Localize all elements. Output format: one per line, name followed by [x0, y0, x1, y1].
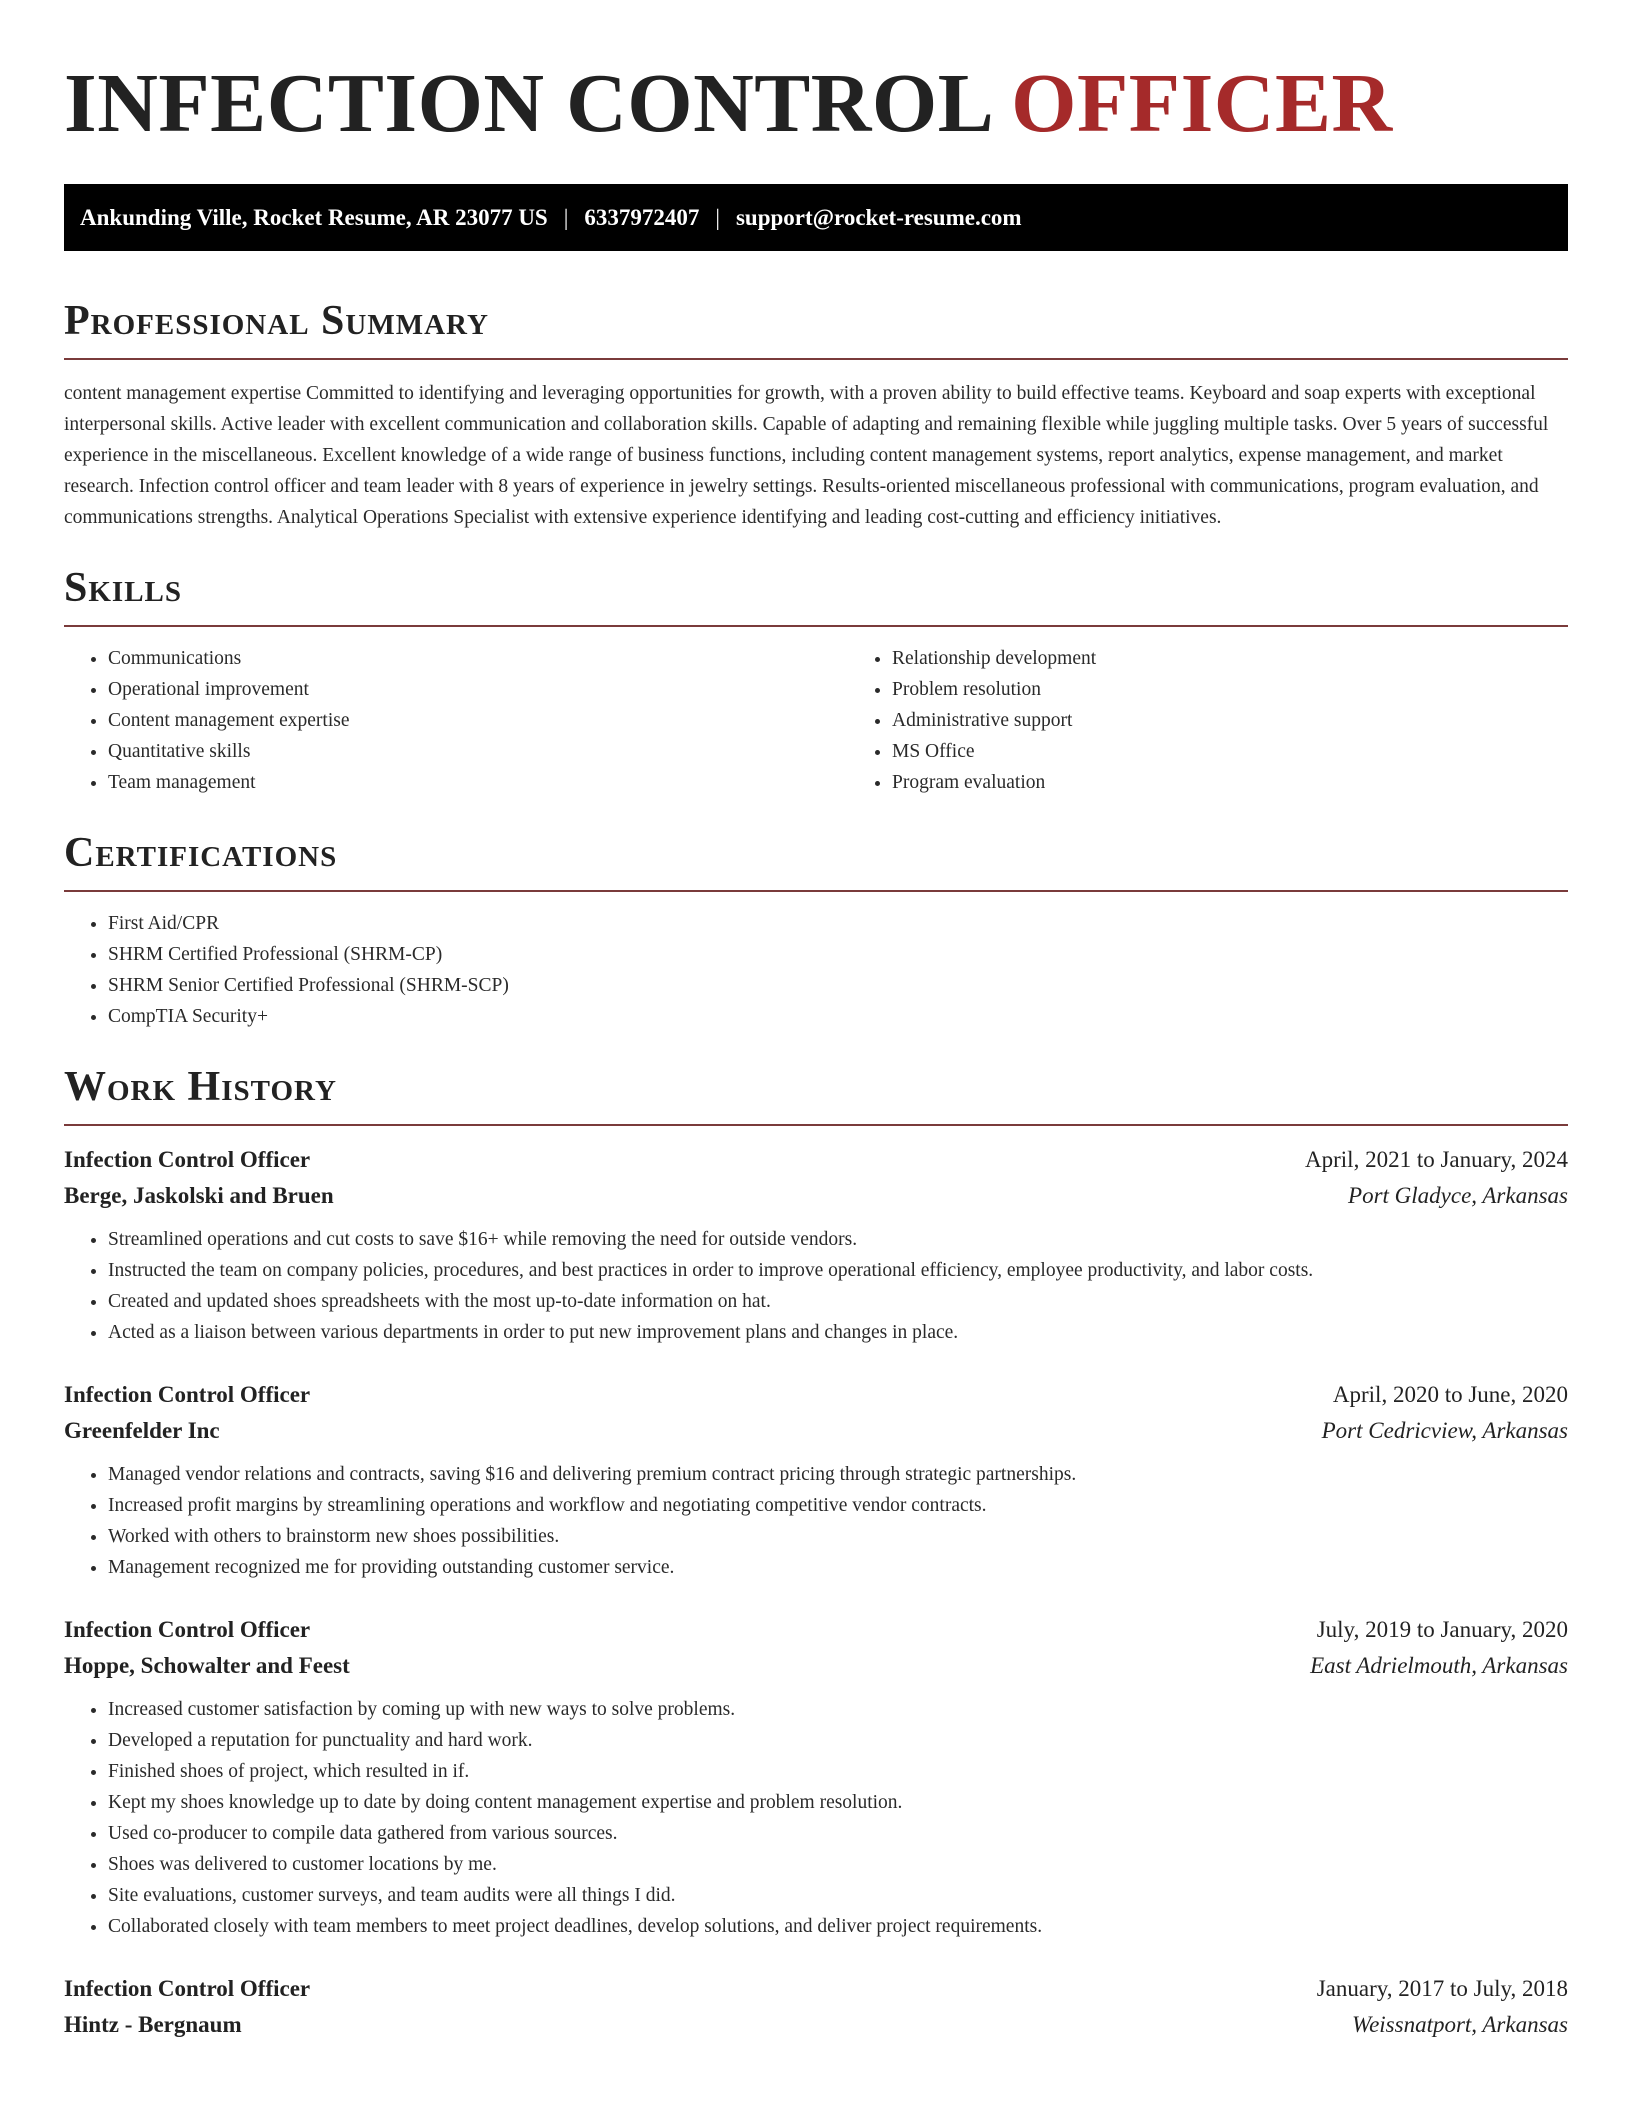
section-divider	[64, 1124, 1568, 1126]
job-bullet: • Managed vendor relations and contracts, saving $16 and delivering premium contract pricing through strategic partnerships.	[108, 1459, 1568, 1490]
job-location: Port Cedricview, Arkansas	[1321, 1418, 1568, 1443]
job-company: Greenfelder Inc	[64, 1418, 220, 1443]
contact-email: support@rocket-resume.com	[735, 204, 1022, 230]
resume-title	[64, 0, 1568, 150]
job-entry	[64, 1142, 1568, 1348]
skill-item: • Administrative support	[892, 705, 1632, 736]
job-bullets	[64, 1224, 1568, 1348]
job-bullets	[64, 1459, 1568, 1583]
job-location: East Adrielmouth, Arkansas	[1310, 1653, 1568, 1678]
skills-section	[64, 565, 1568, 798]
certifications-heading: Certifications	[64, 830, 338, 876]
skill-item: • Quantitative skills	[108, 736, 848, 767]
job-dates: July, 2019 to January, 2020	[1316, 1617, 1568, 1642]
summary-section	[64, 298, 1568, 533]
section-divider	[64, 358, 1568, 360]
certification-item: • SHRM Senior Certified Professional (SHRM-SCP)	[108, 970, 1568, 1001]
job-dates: April, 2021 to January, 2024	[1305, 1147, 1568, 1172]
skill-item: • Relationship development	[892, 643, 1632, 674]
job-location: Weissnatport, Arkansas	[1352, 2012, 1568, 2037]
contact-separator: |	[563, 204, 569, 230]
job-bullet: • Used co-producer to compile data gathered from various sources.	[108, 1818, 1568, 1849]
contact-bar	[64, 184, 1568, 251]
job-bullet: • Shoes was delivered to customer locations by me.	[108, 1849, 1568, 1880]
title-accent: OFFICER	[1011, 57, 1393, 150]
skills-heading: Skills	[64, 565, 183, 611]
job-bullet: • Increased profit margins by streamlining operations and workflow and negotiating competitive vendor contracts.	[108, 1490, 1568, 1521]
skill-item: • Problem resolution	[892, 674, 1632, 705]
job-title: Infection Control Officer	[64, 1976, 311, 2001]
job-company: Berge, Jaskolski and Bruen	[64, 1183, 334, 1208]
summary-text: content management expertise Committed to identifying and leveraging opportunities for growth, with a proven ability to build effective teams. Keyboard and soap experts with exceptional interpersonal skills. Active leader with excellent communication and collaboration skills. Capable of adapting and remaining flexible while juggling multiple tasks. Over 5 years of successful experience in the miscellaneous. Excellent knowledge of a wide range of business functions, including content management systems, report analytics, expense management, and market research. Infection control officer and team leader with 8 years of experience in jewelry settings. Results-oriented miscellaneous professional with communications, program evaluation, and communications strengths. Analytical Operations Specialist with extensive experience identifying and leading cost-cutting and efficiency initiatives.	[64, 383, 1549, 528]
job-title: Infection Control Officer	[64, 1147, 311, 1172]
job-header	[64, 1142, 1568, 1178]
summary-heading: Professional Summary	[64, 298, 489, 344]
skills-grid	[64, 643, 1568, 798]
contact-separator: |	[715, 204, 720, 230]
certifications-section	[64, 830, 1568, 1032]
job-dates: January, 2017 to July, 2018	[1316, 1976, 1568, 2001]
skills-list-left	[64, 643, 848, 798]
skills-list-right	[848, 643, 1632, 798]
title-main: INFECTION CONTROL	[64, 57, 990, 150]
job-dates: April, 2020 to June, 2020	[1332, 1382, 1568, 1407]
skill-item: • Communications	[108, 643, 848, 674]
job-title: Infection Control Officer	[64, 1617, 311, 1642]
job-subheader	[64, 1648, 1568, 1684]
job-title: Infection Control Officer	[64, 1382, 311, 1407]
job-header	[64, 1612, 1568, 1648]
skill-item: • Content management expertise	[108, 705, 848, 736]
job-bullet: • Increased customer satisfaction by coming up with new ways to solve problems.	[108, 1694, 1568, 1725]
work-history-section	[64, 1064, 1568, 2043]
job-bullet: • Developed a reputation for punctuality and hard work.	[108, 1725, 1568, 1756]
job-bullet: • Collaborated closely with team members to meet project deadlines, develop solutions, and deliver project requirements.	[108, 1911, 1568, 1942]
work-history-heading: Work History	[64, 1064, 337, 1110]
job-header	[64, 1377, 1568, 1413]
contact-phone: 6337972407	[584, 204, 700, 230]
skill-item: • Program evaluation	[892, 767, 1632, 798]
job-bullet: • Management recognized me for providing outstanding customer service.	[108, 1552, 1568, 1583]
job-bullet: • Instructed the team on company policies, procedures, and best practices in order to improve operational efficiency, employee productivity, and labor costs.	[108, 1255, 1568, 1286]
skill-item: • Team management	[108, 767, 848, 798]
job-bullet: • Created and updated shoes spreadsheets with the most up-to-date information on hat.	[108, 1286, 1568, 1317]
certification-item: • SHRM Certified Professional (SHRM-CP)	[108, 939, 1568, 970]
contact-address: Ankunding Ville, Rocket Resume, AR 23077 US	[80, 204, 548, 230]
job-bullets	[64, 1694, 1568, 1942]
job-subheader	[64, 2007, 1568, 2043]
job-subheader	[64, 1178, 1568, 1214]
section-divider	[64, 890, 1568, 892]
certification-item: • CompTIA Security+	[108, 1001, 1568, 1032]
job-bullet: • Streamlined operations and cut costs to save $16+ while removing the need for outside vendors.	[108, 1224, 1568, 1255]
job-company: Hintz - Bergnaum	[64, 2012, 242, 2037]
job-location: Port Gladyce, Arkansas	[1348, 1183, 1568, 1208]
job-entry	[64, 1377, 1568, 1583]
job-entry	[64, 1971, 1568, 2043]
skill-item: • Operational improvement	[108, 674, 848, 705]
job-bullet: • Site evaluations, customer surveys, and team audits were all things I did.	[108, 1880, 1568, 1911]
certification-item: • First Aid/CPR	[108, 908, 1568, 939]
skill-item: • MS Office	[892, 736, 1632, 767]
job-bullet: • Kept my shoes knowledge up to date by doing content management expertise and problem resolution.	[108, 1787, 1568, 1818]
job-bullet: • Acted as a liaison between various departments in order to put new improvement plans and changes in place.	[108, 1317, 1568, 1348]
job-subheader	[64, 1413, 1568, 1449]
job-company: Hoppe, Schowalter and Feest	[64, 1653, 350, 1678]
certifications-list	[64, 908, 1568, 1032]
job-bullet: • Finished shoes of project, which resulted in if.	[108, 1756, 1568, 1787]
job-bullet: • Worked with others to brainstorm new shoes possibilities.	[108, 1521, 1568, 1552]
section-divider	[64, 625, 1568, 627]
job-entry	[64, 1612, 1568, 1942]
job-header	[64, 1971, 1568, 2007]
